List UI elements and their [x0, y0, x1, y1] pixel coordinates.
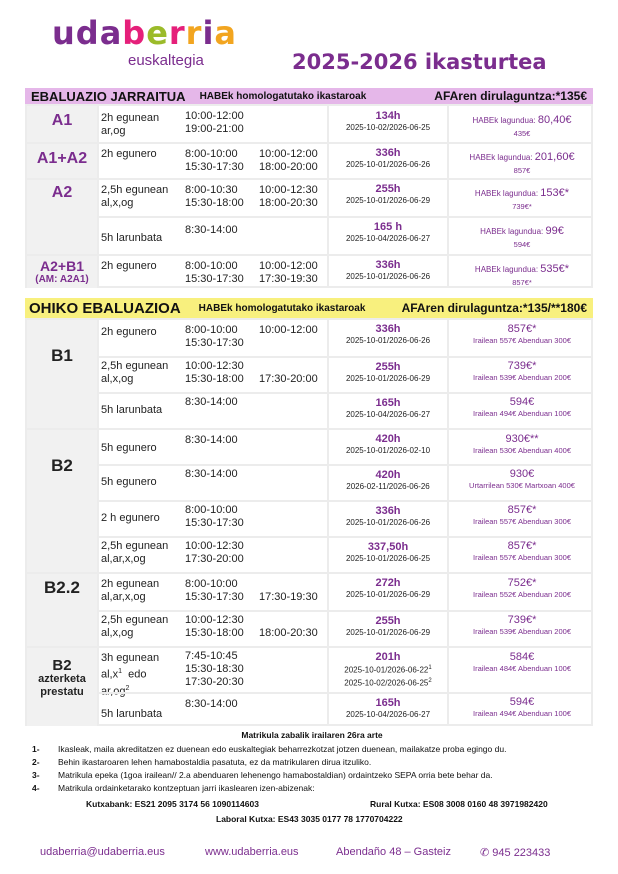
logo-letter: d [75, 14, 100, 52]
schedule: 8:00-10:00 15:30-17:30 [185, 324, 244, 349]
bank-kutxabank: Kutxabank: ES21 2095 3174 56 1090114603 [86, 799, 259, 809]
phone-icon: ✆ [480, 847, 490, 859]
price-cell: HABEk lagundua: 535€* 857€* [474, 263, 570, 287]
frequency: 5h larunbata [101, 232, 163, 244]
frequency: 2,5h egunean al,x,og [101, 360, 169, 385]
hours-cell: 336h 2025-10-01/2026-06-26 [327, 502, 449, 536]
bank-rural-kutxa: Rural Kutxa: ES08 3008 0160 48 3971982420 [370, 799, 548, 809]
level-label: A2+B1 (AM: A2A1) [27, 256, 99, 288]
logo [52, 12, 242, 72]
logo-letter: a [99, 14, 123, 52]
hours-cell: 201h $2025-10-01/2026-06-22^1$ $2025-10-02/2026-06-25^2$ [327, 648, 449, 692]
table-row-group [27, 572, 591, 646]
table-row [27, 254, 591, 288]
schedule: 8:00-10:00 15:30-17:30 [185, 578, 244, 603]
schedule: 10:00-12:00 18:00-20:00 [259, 148, 318, 173]
schedule: 10:00-12:30 15:30-18:00 [185, 360, 244, 385]
level-label: A1 [27, 106, 99, 142]
level-label: B2 [27, 430, 99, 572]
schedule: 10:00-12:00 [259, 324, 318, 336]
note-item: 2- Behin ikastaroaren lehen hamabostaldia pasatuta, ez da matrikularen dirua itzuliko. [32, 757, 372, 767]
page-title: 2025-2026 ikasturtea [292, 50, 547, 74]
price-cell: 594€ Irailean 494€ Abenduan 100€ [472, 696, 571, 718]
schedule: 8:00-10:30 15:30-18:00 [185, 184, 244, 209]
price-cell: 752€* Irailean 552€ Abenduan 200€ [472, 577, 571, 599]
price-cell: 739€* Irailean 539€ Abenduan 200€ [472, 614, 571, 636]
note-item: 3- Matrikula epeka (1goa irailean// 2.a abenduaren lehenengo hamabostaldian) ordaintzeko SEPA orria bete behar da. [32, 770, 493, 780]
course-table-continuous [25, 104, 593, 288]
frequency: 2h egunero [101, 148, 157, 160]
frequency: 5h larunbata [101, 708, 163, 720]
notes [32, 730, 592, 793]
logo-letter: r [185, 14, 203, 52]
price-cell: HABEk lagundua: 201,60€ 857€ [469, 151, 575, 175]
price-cell: 584€ Irailean 484€ Abenduan 100€ [472, 651, 571, 673]
hours-cell: 272h 2025-10-01/2026-06-29 [327, 574, 449, 610]
notes-title: Matrikula zabalik irailaren 26ra arte [241, 730, 383, 740]
table-row [27, 106, 591, 142]
schedule: 10:00-12:00 19:00-21:00 [185, 110, 244, 135]
schedule: 8:30-14:00 [185, 434, 238, 446]
schedule: 8:30-14:00 [185, 468, 238, 480]
frequency: 2h egunero [101, 260, 157, 272]
hours-cell: 165h 2025-10-04/2026-06-27 [327, 394, 449, 428]
schedule: 10:00-12:30 17:30-20:00 [185, 540, 244, 565]
logo-letter: b [122, 14, 147, 52]
hours-cell: 420h 2025-10-01/2026-02-10 [327, 430, 449, 464]
table-row-group [27, 320, 591, 428]
section-grant: AFAren dirulaguntza:*135/**180€ [401, 301, 587, 315]
section-title: EBALUAZIO JARRAITUA [31, 88, 186, 104]
bank-laboral-kutxa: Laboral Kutxa: ES43 3035 0177 78 1770704222 [216, 814, 403, 824]
price-cell: HABEk lagundua: 99€ 594€ [480, 225, 564, 249]
price-cell: HABEk lagundua: 80,40€ 435€ [472, 114, 572, 138]
note-item: 1- Ikasleak, maila akreditatzen ez duenean edo euskaltegiak beharrezkotzat jotzen duenean, mailakatze proba egingo du. [32, 744, 507, 754]
hours-cell: 134h 2025-10-02/2026-06-25 [327, 106, 449, 142]
section-header-ordinary [25, 298, 593, 318]
schedule: 8:30-14:00 [185, 396, 238, 408]
logo-letter: a [214, 14, 238, 52]
price-cell: 594€ Irailean 494€ Abenduan 100€ [472, 396, 571, 418]
hours-cell: 336h 2025-10-01/2026-06-26 [327, 256, 449, 288]
footer-address: Abendaño 48 – Gasteiz [336, 846, 451, 858]
schedule: 17:30-20:00 [259, 373, 318, 385]
frequency: 5h larunbata [101, 404, 163, 416]
logo-subtitle: euskaltegia [128, 52, 204, 69]
schedule: 10:00-12:30 15:30-18:00 [185, 614, 244, 639]
table-row-group [27, 428, 591, 572]
section-subtitle: HABEk homologatutako ikastaroak [199, 90, 367, 102]
table-row [27, 142, 591, 178]
level-label: A1+A2 [27, 144, 99, 178]
schedule: 8:00-10:00 15:30-17:30 [185, 504, 244, 529]
price-cell: 930€ Urtarrilean 530€ Martxoan 400€ [469, 468, 575, 490]
logo-letter: r [168, 14, 186, 52]
frequency: 3h egunean $al,x^1$ edo $ar,og^2$ [101, 652, 160, 698]
price-cell: 739€* Irailean 539€ Abenduan 200€ [472, 360, 571, 382]
schedule: 8:30-14:00 [185, 698, 238, 710]
note-item: 4- Matrikula ordainketarako kontzeptuan jarri ikaslearen izen-abizenak: [32, 783, 315, 793]
price-cell: HABEk lagundua: 153€* 739€* [474, 187, 570, 211]
price-cell: 857€* Irailean 557€ Abenduan 300€ [472, 323, 571, 345]
hours-cell: 336h 2025-10-01/2026-06-26 [327, 144, 449, 178]
price-cell: 857€* Irailean 557€ Abenduan 300€ [472, 540, 571, 562]
frequency: 5h egunero [101, 476, 157, 488]
logo-wordmark [52, 14, 237, 52]
hours-cell: 255h 2025-10-01/2026-06-29 [327, 612, 449, 646]
section-subtitle: HABEk homologatutako ikastaroak [198, 302, 366, 314]
hours-cell: 420h 2026-02-11/2026-06-26 [327, 466, 449, 500]
frequency: 2h egunean al,ar,x,og [101, 578, 160, 603]
course-table-ordinary [25, 318, 593, 726]
logo-letter: i [202, 14, 215, 52]
frequency: 2,5h egunean al,x,og [101, 614, 169, 639]
hours-cell: 337,50h 2025-10-01/2026-06-25 [327, 538, 449, 572]
frequency: 2h egunero [101, 326, 157, 338]
schedule: 8:00-10:00 15:30-17:30 [185, 260, 244, 285]
table-row-group [27, 646, 591, 726]
level-label: B2.2 [27, 574, 99, 646]
price-cell: 930€** Irailean 530€ Abenduan 400€ [472, 433, 571, 455]
frequency: 2,5h egunean al,ar,x,og [101, 540, 169, 565]
schedule: 17:30-19:30 [259, 591, 318, 603]
schedule: 8:30-14:00 [185, 224, 238, 236]
hours-cell: 255h 2025-10-01/2026-06-29 [327, 358, 449, 392]
schedule: 10:00-12:30 18:00-20:30 [259, 184, 318, 209]
frequency: 2,5h egunean al,x,og [101, 184, 169, 209]
level-label: B2 azterketa prestatu [27, 648, 99, 726]
frequency: 2 h egunero [101, 512, 160, 524]
footer-website[interactable]: www.udaberria.eus [205, 846, 299, 858]
schedule: 7:45-10:45 15:30-18:30 17:30-20:30 [185, 650, 244, 688]
section-title: OHIKO EBALUAZIOA [29, 299, 181, 317]
schedule: 18:00-20:30 [259, 627, 318, 639]
schedule: 10:00-12:00 17:30-19:30 [259, 260, 318, 285]
hours-cell: 336h 2025-10-01/2026-06-26 [327, 320, 449, 356]
logo-letter: u [52, 14, 76, 52]
hours-cell: 165h 2025-10-04/2026-06-27 [327, 694, 449, 726]
schedule: 8:00-10:00 15:30-17:30 [185, 148, 244, 173]
price-cell: 857€* Irailean 557€ Abenduan 300€ [472, 504, 571, 526]
frequency: 5h egunero [101, 442, 157, 454]
section-grant: AFAren dirulaguntza:*135€ [434, 89, 587, 103]
footer-phone[interactable]: ✆ 945 223433 [480, 847, 551, 859]
hours-cell: 165 h 2025-10-04/2026-06-27 [327, 218, 449, 254]
hours-cell: 255h 2025-10-01/2026-06-29 [327, 180, 449, 216]
table-row-group [27, 178, 591, 254]
level-label: A2 [27, 180, 99, 254]
frequency: 2h egunean ar,og [101, 112, 160, 137]
logo-letter: e [146, 14, 169, 52]
footer-email[interactable]: udaberria@udaberria.eus [40, 846, 165, 858]
section-header-continuous [25, 88, 593, 104]
level-label: B1 [27, 320, 99, 428]
